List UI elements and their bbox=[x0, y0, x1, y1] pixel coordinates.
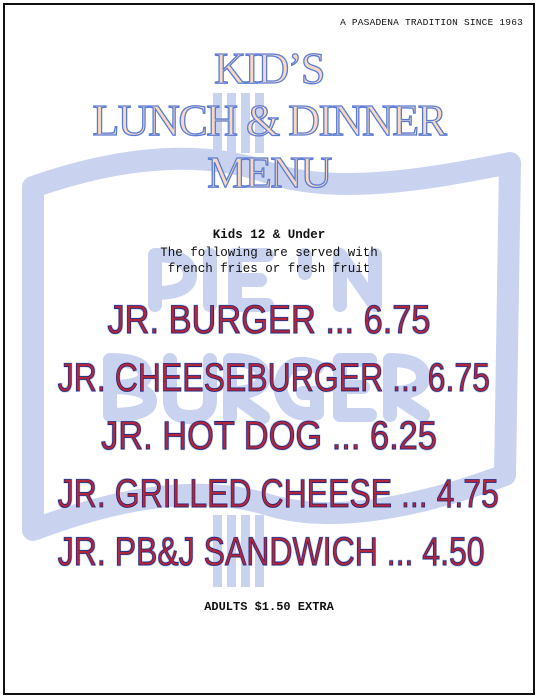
menu-title bbox=[5, 43, 533, 199]
menu-item: JR. HOT DOG ... 6.25 bbox=[101, 414, 437, 458]
menu-item: JR. GRILLED CHEESE ... 4.75 bbox=[57, 472, 499, 516]
adult-surcharge-note: ADULTS $1.50 EXTRA bbox=[204, 600, 334, 614]
menu-page bbox=[3, 3, 535, 695]
served-with-line-1: The following are served with bbox=[160, 246, 378, 260]
title-line-2: LUNCH & DINNER bbox=[92, 96, 446, 145]
menu-item: JR. BURGER ... 6.75 bbox=[107, 298, 431, 342]
menu-item: JR. PB&J SANDWICH ... 4.50 bbox=[57, 530, 485, 574]
age-limit: Kids 12 & Under bbox=[212, 228, 326, 242]
served-with-line-2: french fries or fresh fruit bbox=[167, 262, 371, 276]
menu-info bbox=[5, 227, 533, 277]
tagline: A PASADENA TRADITION SINCE 1963 bbox=[340, 17, 523, 28]
menu-items-list bbox=[5, 291, 533, 581]
menu-item: JR. CHEESEBURGER ... 6.75 bbox=[57, 356, 490, 400]
title-line-1: KID’S bbox=[214, 44, 324, 93]
title-line-3: MENU bbox=[207, 148, 331, 197]
